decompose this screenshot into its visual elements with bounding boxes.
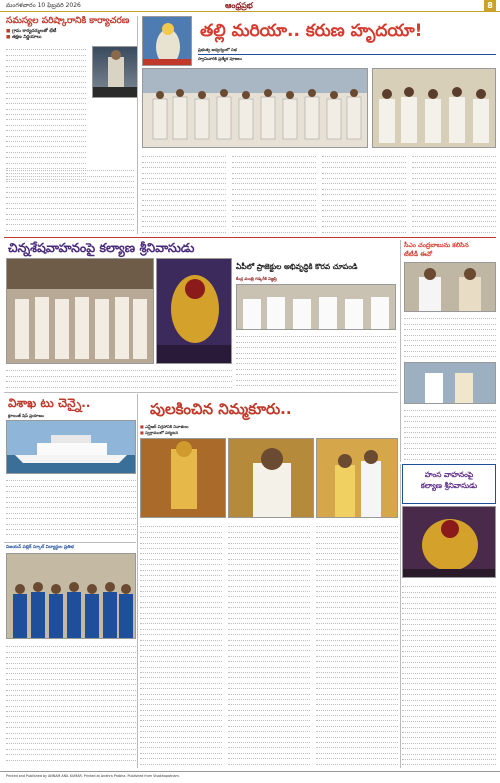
crowd-welcome-image xyxy=(317,439,398,518)
bullet: ■ ఎన్టీఆర్ విగ్రహానికి నివాళులు xyxy=(140,424,398,430)
nimmakuru-bullets xyxy=(140,424,398,436)
ap-projects-body xyxy=(236,332,396,390)
cm-headline: సీఎం చంద్రబాబును కలిసిన xyxy=(404,242,469,249)
person-speaking-image xyxy=(93,47,138,98)
vizag-headline: విశాఖ టు చెన్నై.. xyxy=(8,396,91,410)
vahanam2-photo xyxy=(402,506,496,578)
ap-projects-headline: ఏపీలో ప్రాజెక్టుల అభివృద్ధికి కొరవ చూపండి xyxy=(236,262,358,271)
cruise-photo xyxy=(6,420,136,474)
cm-headline-2: టీటీడీ ఈవో xyxy=(404,251,433,258)
ap-projects-subhead: కేంద్ర మంత్రి గడ్కరీకి విజ్ఞప్తి xyxy=(236,276,277,281)
article-body-2 xyxy=(6,166,134,236)
gathering-photo xyxy=(372,68,496,148)
hamsa-vahanam-image xyxy=(403,507,496,578)
vizag-subhead: క్రూయిజ్ షిప్ ప్రయాణం xyxy=(8,413,44,418)
vahanam1-body xyxy=(6,366,232,388)
school-subhead: విజయన్ పబ్లిక్ స్కూల్ విద్యార్థుల ప్రతిభ xyxy=(6,545,74,550)
school-body xyxy=(6,642,136,766)
procession-photo xyxy=(142,68,368,148)
vahanam2-body xyxy=(402,582,496,766)
nimmakuru-photo-c xyxy=(316,438,398,518)
nimmakuru-headline: పులకించిన నిమ్మకూరు.. xyxy=(150,400,292,418)
cm-body-2 xyxy=(404,406,496,462)
page-number: 8 xyxy=(484,0,496,11)
lead-subhead: ప్రభుత్వ ఆధ్వర్యంలో సభ xyxy=(198,47,496,55)
statue-garland-image xyxy=(141,439,226,518)
crowd-procession-image xyxy=(143,69,368,148)
bullet: ■ స్వగ్రామంలో పర్యటన xyxy=(140,430,398,436)
nimmakuru-photo-b xyxy=(228,438,314,518)
school-photo xyxy=(6,553,136,639)
nimmakuru-body xyxy=(140,522,398,766)
deity-on-vahanam-image xyxy=(157,259,232,364)
page-header xyxy=(0,0,500,12)
meeting-photo xyxy=(92,46,138,98)
officials-image xyxy=(405,363,496,404)
gathering-image xyxy=(373,69,496,148)
ministers-meeting-image xyxy=(237,285,396,330)
nimmakuru-photo-a xyxy=(140,438,226,518)
cm-meeting-image xyxy=(405,263,496,312)
lead-subheads xyxy=(198,47,496,62)
students-image xyxy=(7,554,136,639)
cm-photo xyxy=(404,262,496,312)
statue-photo xyxy=(142,16,192,66)
bullet: ■ గ్రామ కార్యదర్శులతో భేటీ xyxy=(6,29,134,35)
lead-headline: తల్లి మరియా.. కరుణ హృదయా! xyxy=(200,21,423,41)
leader-image xyxy=(229,439,314,518)
headline: సమస్యల పరిష్కారానికి కార్యాచరణ xyxy=(6,16,130,26)
ap-projects-photo xyxy=(236,284,396,330)
vahanam1-photo-b xyxy=(156,258,232,364)
vahanam1-photo-a xyxy=(6,258,154,364)
devotees-image xyxy=(7,259,154,364)
vahanam2-headline-1: హంస వాహనంపై xyxy=(424,470,474,479)
vahanam1-headline: చిన్నశేషవాహనంపై కల్యాణ శ్రీనివాసుడు xyxy=(8,240,195,255)
vahanam2-headline-2: కల్యాణ శ్రీనివాసుడు xyxy=(420,481,478,490)
cm-body xyxy=(404,314,496,360)
vizag-body xyxy=(6,476,136,540)
imprint-footer: Printed and Published by ANNAM ANIL KUMAR. Printed at Andhra Prabha. Published from Visakhapatnam. xyxy=(0,771,500,783)
article-body xyxy=(6,45,86,185)
bullet: ■ తక్షణ నిర్ణయాలు xyxy=(6,35,134,41)
vahanam2-banner xyxy=(402,464,496,504)
lead-subhead: స్వామివారికి ప్రత్యేక పూజలు xyxy=(198,56,242,61)
lead-body xyxy=(142,152,496,234)
cruise-ship-image xyxy=(7,421,136,474)
cm-photo-2 xyxy=(404,362,496,404)
issue-date: మంగళవారం 10 ఫిబ్రవరి 2026 xyxy=(6,1,81,9)
masthead: ఆంధ్రప్రభ xyxy=(225,1,253,10)
mary-statue-image xyxy=(143,17,192,66)
